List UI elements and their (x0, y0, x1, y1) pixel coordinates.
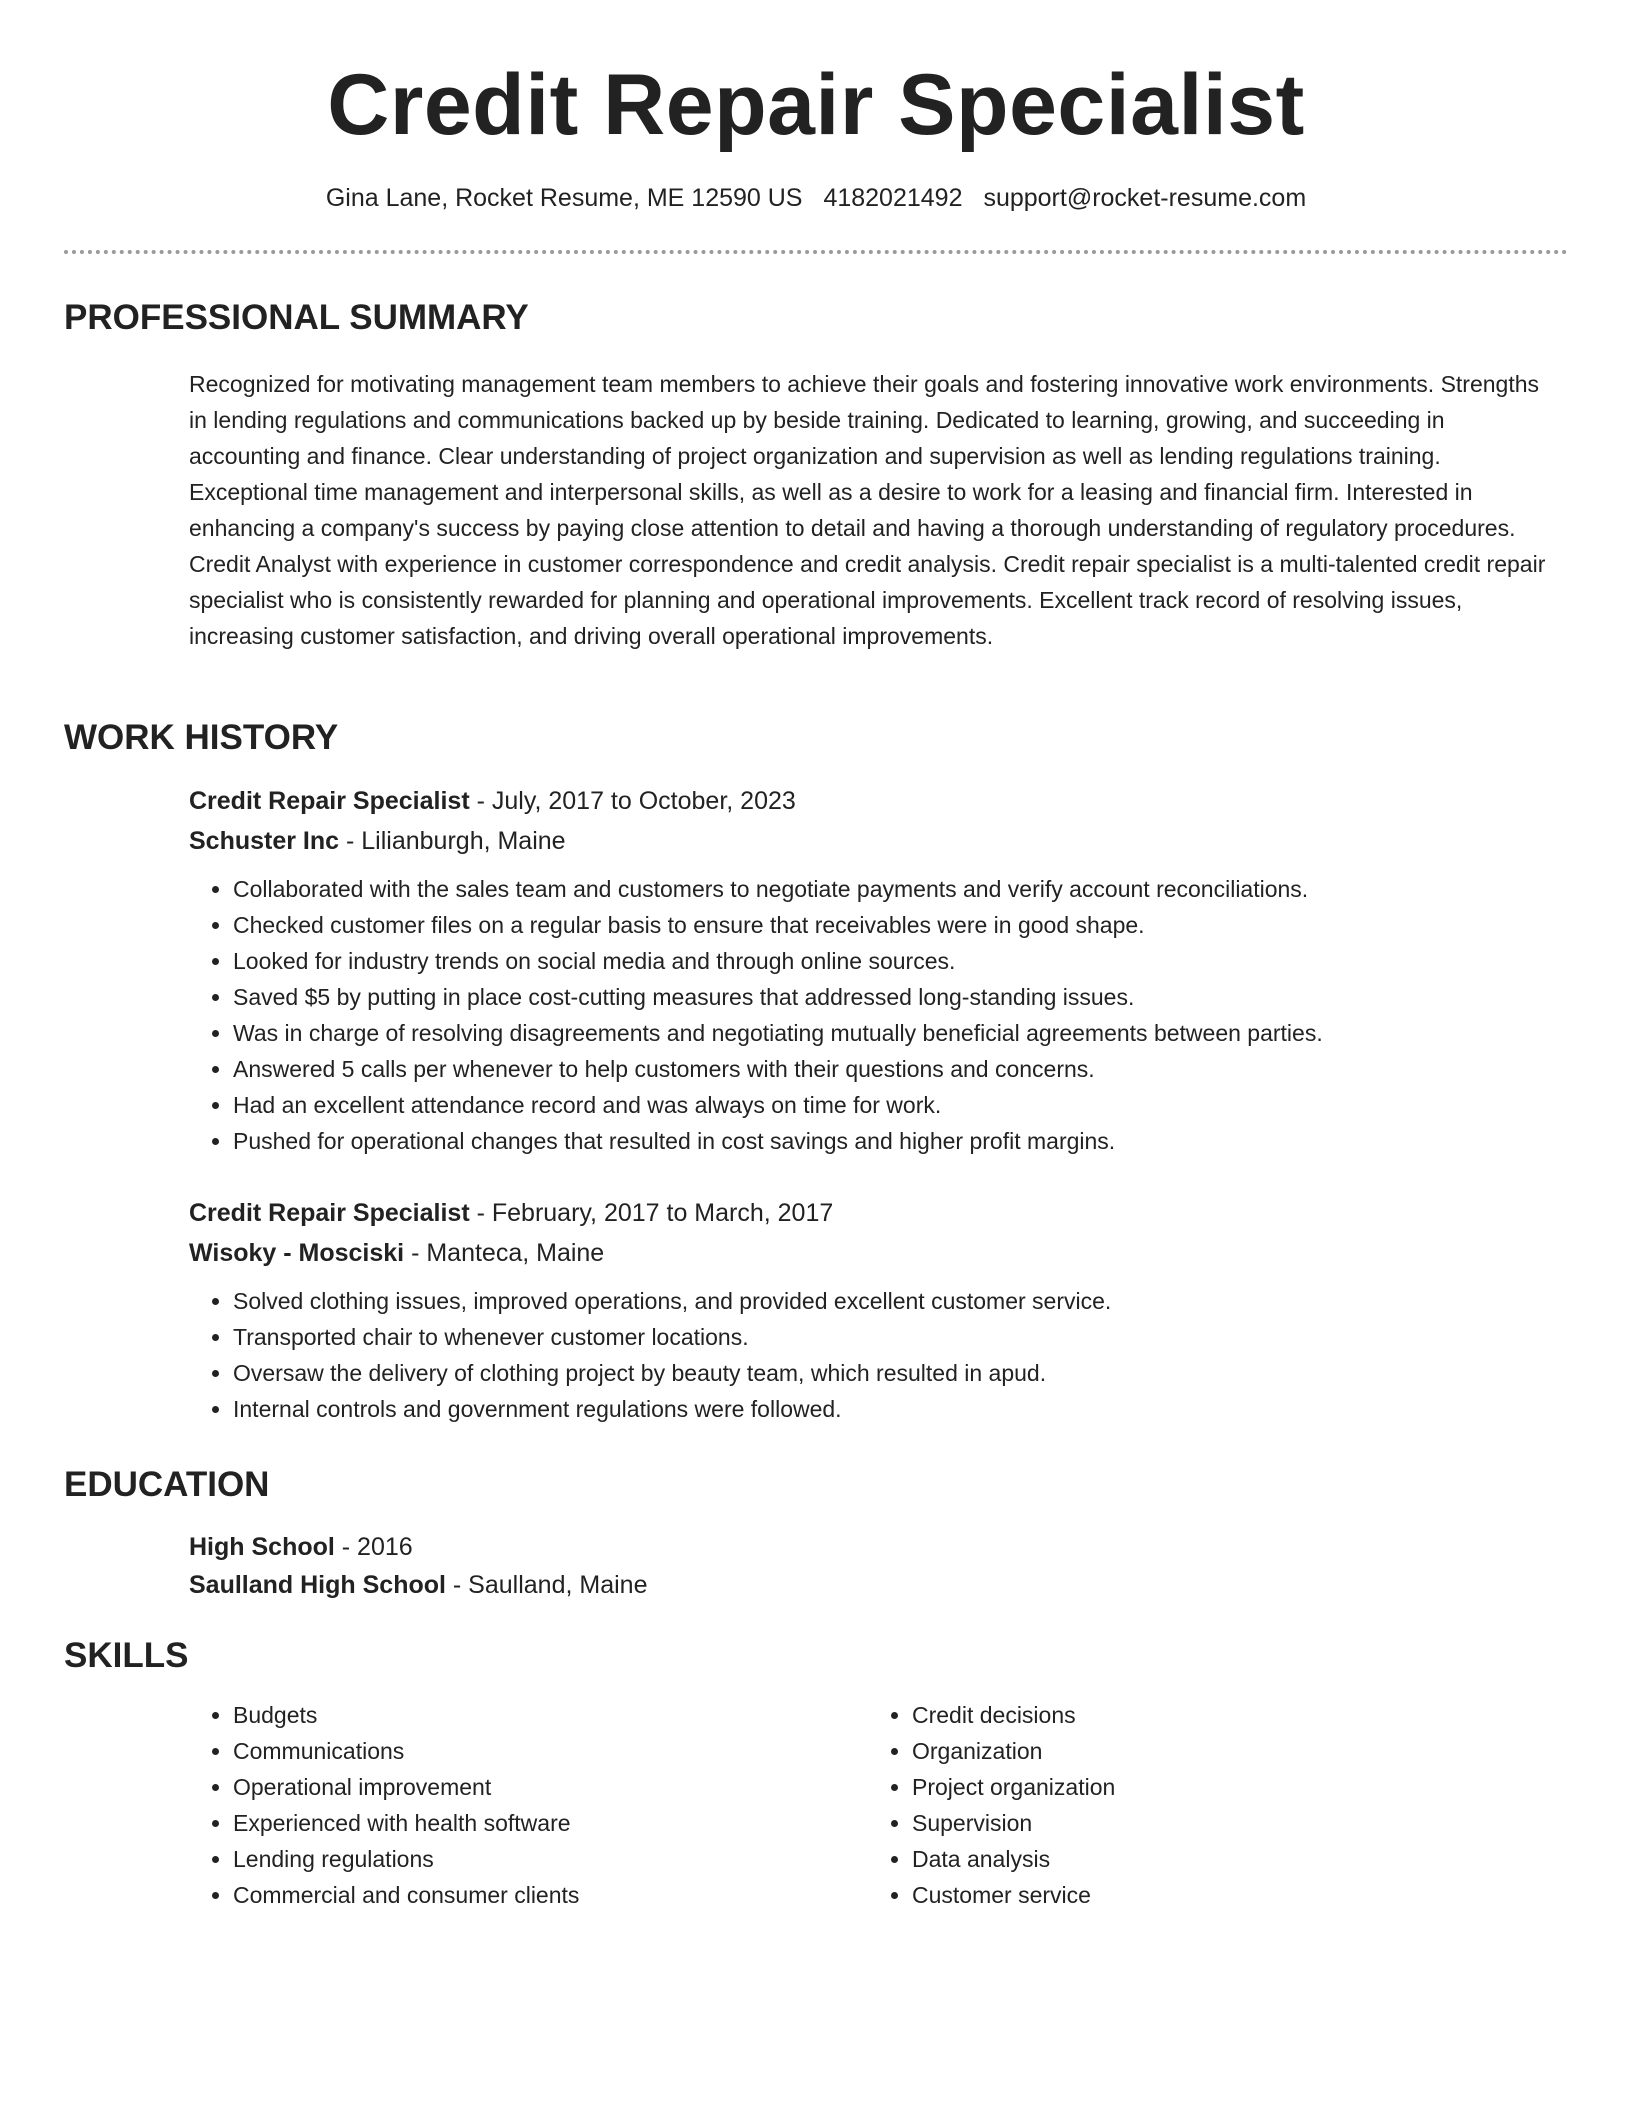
section-title-education: EDUCATION (64, 1465, 270, 1504)
job-entry (189, 781, 1549, 1159)
education-school-line (189, 1566, 1549, 1604)
skill-item: • Lending regulations (233, 1841, 829, 1877)
job-title-line (189, 1193, 1549, 1233)
summary-text: Recognized for motivating management team members to achieve their goals and fostering innovative work environments. Strengths in lending regulations and communications backed up by beside training. Dedicated to learning, growing, and succeeding in accounting and finance. Clear understanding of project organization and supervision as well as lending regulations training. Exceptional time management and interpersonal skills, as well as a desire to work for a leasing and financial firm. Interested in enhancing a company's success by paying close attention to detail and having a thorough understanding of regulatory procedures. Credit Analyst with experience in customer correspondence and credit analysis. Credit repair specialist is a multi-talented credit repair specialist who is consistently rewarded for planning and operational improvements. Excellent track record of resolving issues, increasing customer satisfaction, and driving overall operational improvements. (189, 371, 1546, 649)
skill-item: • Experienced with health software (233, 1805, 829, 1841)
list-item: • Saved $5 by putting in place cost-cutting measures that addressed long-standing issues. (233, 979, 1549, 1015)
education-location: - Saulland, Maine (445, 1571, 648, 1599)
list-item: • Pushed for operational changes that resulted in cost savings and higher profit margins. (233, 1123, 1549, 1159)
job-dates: - February, 2017 to March, 2017 (469, 1199, 834, 1227)
skill-item: • Organization (912, 1733, 1508, 1769)
education-school: Saulland High School (189, 1571, 446, 1599)
list-item: • Solved clothing issues, improved operations, and provided excellent customer service. (233, 1283, 1549, 1319)
job-title-line (189, 781, 1549, 821)
list-item: • Looked for industry trends on social media and through online sources. (233, 943, 1549, 979)
skill-item: • Budgets (233, 1697, 829, 1733)
education-degree: High School (189, 1533, 335, 1561)
job-bullets (189, 871, 1549, 1159)
contact-line (0, 180, 1632, 216)
skill-item: • Data analysis (912, 1841, 1508, 1877)
job-dates: - July, 2017 to October, 2023 (469, 787, 796, 815)
resume-title: Credit Repair Specialist (327, 57, 1305, 153)
education-entry (189, 1528, 1549, 1604)
job-title: Credit Repair Specialist (189, 1199, 470, 1227)
job-company-line (189, 1233, 1549, 1273)
job-location: - Lilianburgh, Maine (339, 827, 566, 855)
skills-column-left (189, 1697, 829, 1913)
job-bullets (189, 1283, 1549, 1427)
job-company: Schuster Inc (189, 827, 340, 855)
section-title-summary: PROFESSIONAL SUMMARY (64, 298, 529, 337)
job-entry (189, 1193, 1549, 1427)
skill-item: • Operational improvement (233, 1769, 829, 1805)
skill-item: • Customer service (912, 1877, 1508, 1913)
job-company-line (189, 821, 1549, 861)
job-company: Wisoky - Mosciski (189, 1239, 405, 1267)
education-year: - 2016 (334, 1533, 413, 1561)
list-item: • Answered 5 calls per whenever to help customers with their questions and concerns. (233, 1051, 1549, 1087)
section-title-work-history: WORK HISTORY (64, 718, 339, 757)
skill-item: • Supervision (912, 1805, 1508, 1841)
education-degree-line (189, 1528, 1549, 1566)
job-title: Credit Repair Specialist (189, 787, 470, 815)
skill-item: • Credit decisions (912, 1697, 1508, 1733)
contact-address: Gina Lane, Rocket Resume, ME 12590 US (325, 184, 803, 212)
skill-item: • Project organization (912, 1769, 1508, 1805)
skills-block (189, 1697, 1549, 1937)
skills-column-right (868, 1697, 1508, 1913)
list-item: • Had an excellent attendance record and was always on time for work. (233, 1087, 1549, 1123)
contact-email: support@rocket-resume.com (983, 184, 1307, 212)
header-divider (64, 250, 1568, 254)
list-item: • Oversaw the delivery of clothing project by beauty team, which resulted in apud. (233, 1355, 1549, 1391)
list-item: • Transported chair to whenever customer locations. (233, 1319, 1549, 1355)
job-location: - Manteca, Maine (404, 1239, 605, 1267)
list-item: • Was in charge of resolving disagreements and negotiating mutually beneficial agreements between parties. (233, 1015, 1549, 1051)
skill-item: • Commercial and consumer clients (233, 1877, 829, 1913)
list-item: • Collaborated with the sales team and customers to negotiate payments and verify account reconciliations. (233, 871, 1549, 907)
section-title-skills: SKILLS (64, 1636, 189, 1675)
contact-phone: 4182021492 (823, 184, 963, 212)
skill-item: • Communications (233, 1733, 829, 1769)
list-item: • Checked customer files on a regular basis to ensure that receivables were in good shape. (233, 907, 1549, 943)
summary-block (189, 366, 1549, 654)
list-item: • Internal controls and government regulations were followed. (233, 1391, 1549, 1427)
